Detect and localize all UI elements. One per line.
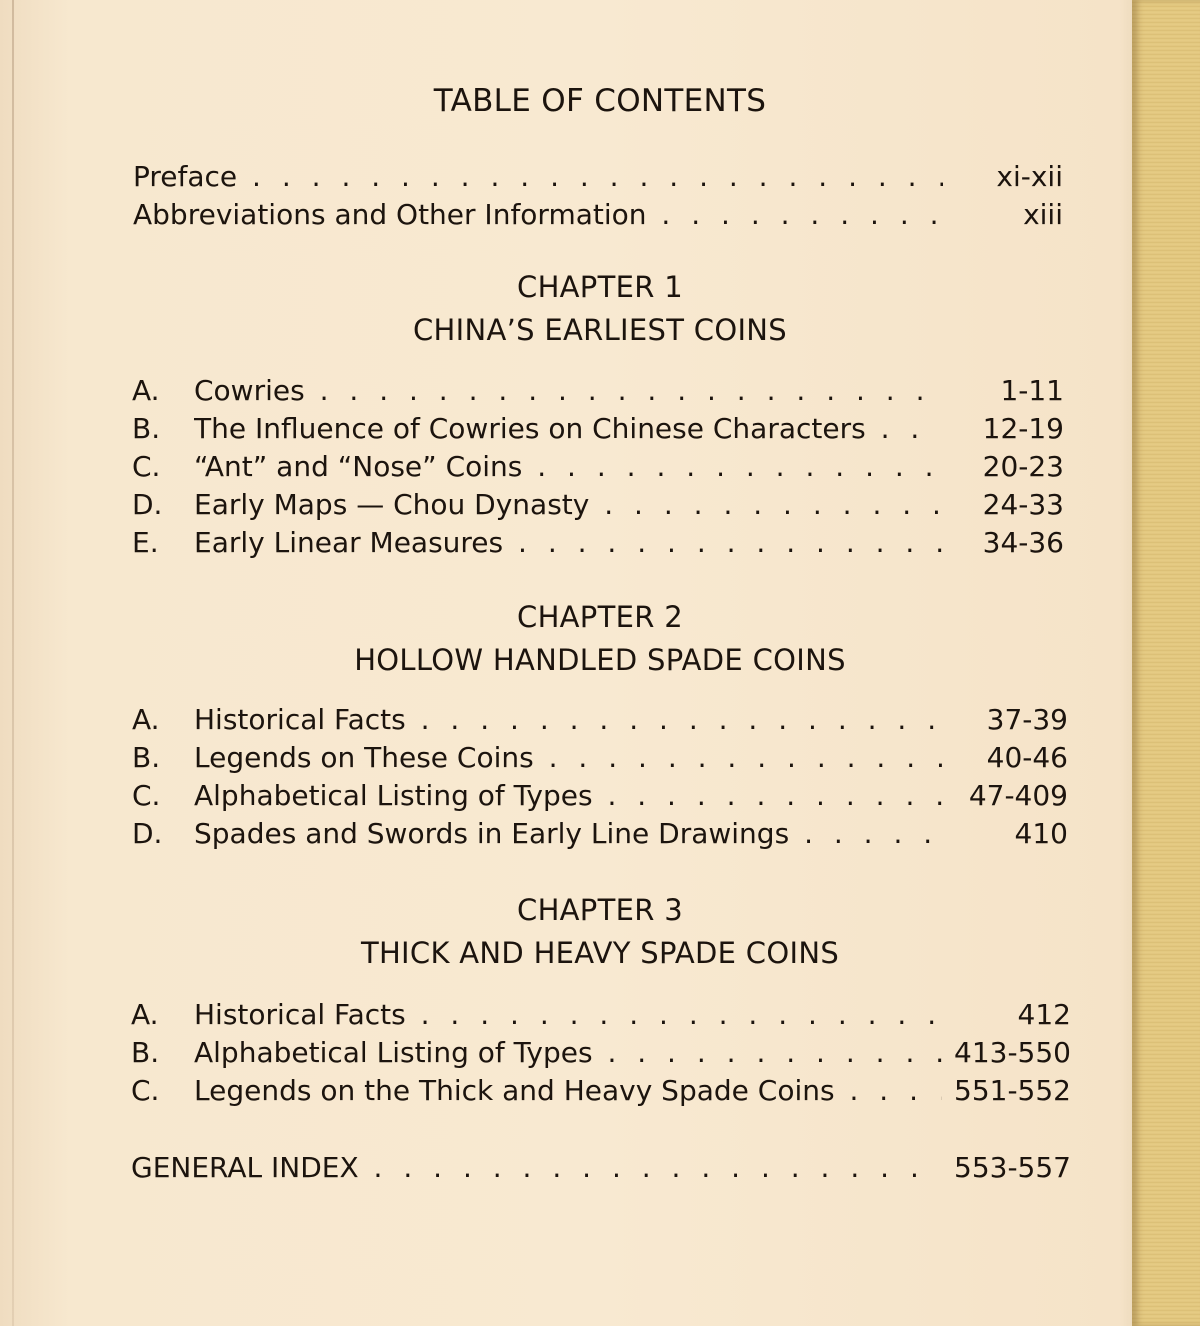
entry-title: Legends on the Thick and Heavy Spade Coins . . . (194, 1074, 942, 1108)
entry-pages: 20-23 (982, 450, 1064, 483)
entry-pages: 413-550 (954, 1036, 1071, 1069)
toc-entry (131, 1074, 1071, 1108)
entry-pages: 1-11 (1000, 374, 1064, 407)
entry-title: Historical Facts . . . (194, 998, 942, 1032)
entry-pages: 12-19 (982, 412, 1064, 445)
toc-entry (132, 488, 1064, 522)
entry-letter: D. (132, 488, 163, 521)
entry-pages: 34-36 (982, 526, 1064, 559)
toc-entry (132, 450, 1064, 484)
entry-letter: C. (131, 1074, 160, 1107)
toc-title: TABLE OF CONTENTS (433, 83, 767, 119)
toc-entry (132, 703, 1068, 737)
chapter-1-name: CHINA’S EARLIEST COINS (413, 313, 787, 347)
toc-entry (131, 1036, 1071, 1070)
entry-letter: D. (132, 817, 163, 850)
entry-pages: xiii (1023, 198, 1063, 231)
entry-letter: A. (131, 998, 159, 1031)
entry-title: Abbreviations and Other Information . . . (133, 198, 943, 232)
toc-entry (132, 779, 1068, 813)
entry-title: “Ant” and “Nose” Coins . . . (194, 450, 942, 484)
toc-entry (132, 526, 1064, 560)
toc-entry (132, 412, 1064, 446)
entry-title: The Influence of Cowries on Chinese Characters . . . (194, 412, 942, 446)
entry-pages: 412 (1017, 998, 1071, 1031)
toc-entry (132, 741, 1068, 775)
entry-title: Legends on These Coins . . . (194, 741, 942, 775)
toc-entry-abbreviations (133, 198, 1063, 232)
toc-entry-preface (133, 160, 1063, 194)
entry-pages: 553-557 (954, 1151, 1071, 1184)
toc-entry (132, 374, 1064, 408)
toc-entry (131, 998, 1071, 1032)
entry-pages: 551-552 (954, 1074, 1071, 1107)
entry-letter: C. (132, 779, 161, 812)
entry-title: GENERAL INDEX . . . (131, 1151, 942, 1185)
entry-title: Preface . . . (133, 160, 943, 194)
entry-letter: A. (132, 374, 160, 407)
entry-letter: B. (131, 1036, 160, 1069)
entry-pages: xi-xii (996, 160, 1063, 193)
entry-pages: 40-46 (986, 741, 1068, 774)
chapter-3-name: THICK AND HEAVY SPADE COINS (360, 936, 840, 970)
entry-pages: 37-39 (986, 703, 1068, 736)
entry-letter: C. (132, 450, 161, 483)
entry-letter: B. (132, 412, 161, 445)
entry-title: Alphabetical Listing of Types . . . (194, 779, 942, 813)
entry-title: Early Maps — Chou Dynasty . . . (194, 488, 942, 522)
chapter-2-label: CHAPTER 2 (517, 600, 683, 634)
chapter-1-label: CHAPTER 1 (517, 270, 683, 304)
entry-title: Alphabetical Listing of Types . . . (194, 1036, 942, 1070)
toc-entry (132, 817, 1068, 851)
chapter-2-name: HOLLOW HANDLED SPADE COINS (354, 643, 846, 677)
entry-pages: 410 (1014, 817, 1068, 850)
entry-title: Early Linear Measures . . . (194, 526, 942, 560)
entry-letter: B. (132, 741, 161, 774)
entry-letter: E. (132, 526, 159, 559)
chapter-3-label: CHAPTER 3 (517, 893, 683, 927)
entry-title: Cowries . . . (194, 374, 942, 408)
entry-pages: 24-33 (982, 488, 1064, 521)
entry-letter: A. (132, 703, 160, 736)
entry-title: Spades and Swords in Early Line Drawings . . . (194, 817, 942, 851)
toc-entry-general-index (131, 1151, 1071, 1185)
entry-title: Historical Facts . . . (194, 703, 942, 737)
entry-pages: 47-409 (968, 779, 1068, 812)
